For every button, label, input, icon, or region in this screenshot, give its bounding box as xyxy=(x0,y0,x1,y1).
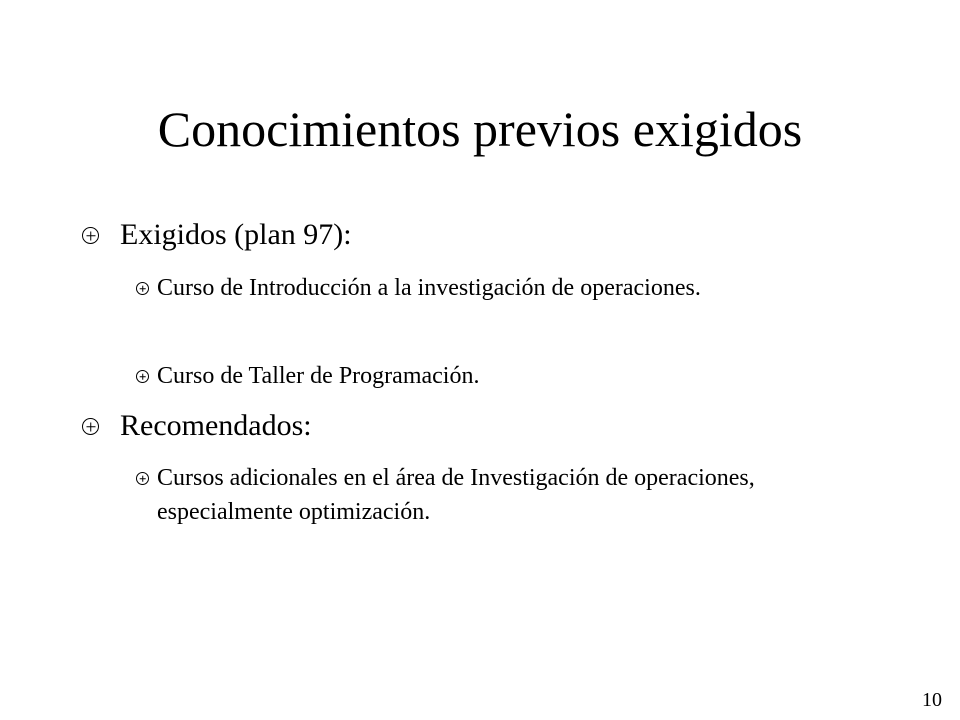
section-label: Recomendados: xyxy=(120,409,312,442)
section-item-recomendados xyxy=(82,408,862,444)
slide-title: Conocimientos previos exigidos xyxy=(157,101,803,157)
list-item-text: Curso de Taller de Programación. xyxy=(157,363,480,389)
section-item-exigidos xyxy=(82,217,862,253)
bullet-icon xyxy=(136,370,149,383)
list-item xyxy=(136,359,856,393)
bullet-icon xyxy=(136,472,149,485)
list-item-text: Curso de Introducción a la investigación de operaciones. xyxy=(157,275,701,301)
list-item-text: Cursos adicionales en el área de Investigación de operaciones, especialmente optimización. xyxy=(157,465,755,525)
bullet-icon xyxy=(136,282,149,295)
section-label: Exigidos (plan 97): xyxy=(120,218,352,251)
page-number: 10 xyxy=(922,689,942,711)
bullet-icon xyxy=(82,227,99,244)
list-item xyxy=(136,271,856,305)
list-item xyxy=(136,461,856,529)
bullet-icon xyxy=(82,418,99,435)
